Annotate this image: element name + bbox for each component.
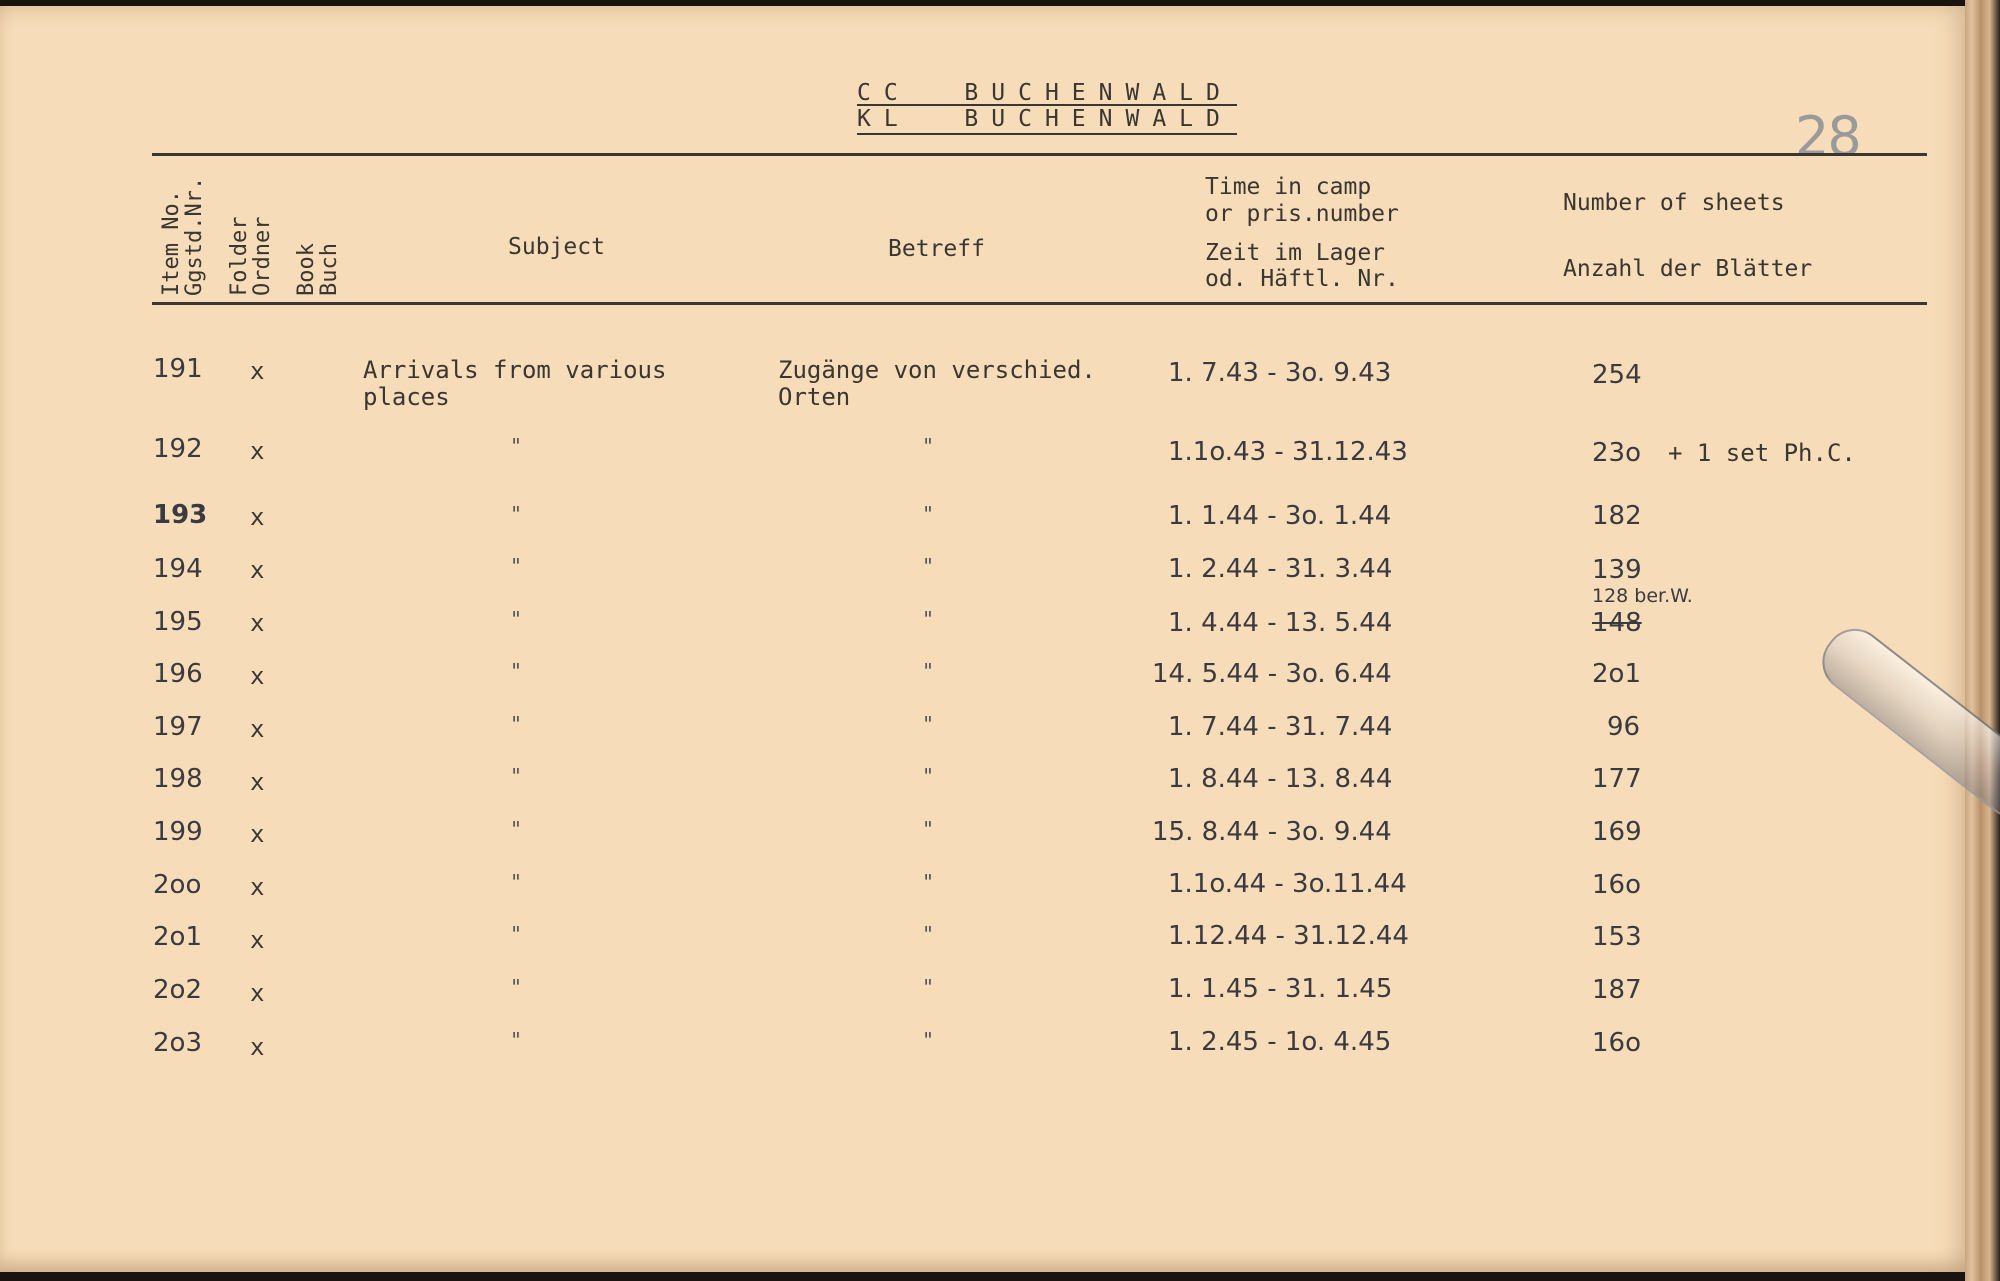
sheet-count: 254 xyxy=(1592,360,1642,390)
folder-mark: x xyxy=(250,979,265,1007)
item-number: 196 xyxy=(153,659,203,689)
betreff-ditto: " xyxy=(922,712,935,736)
subject-ditto: " xyxy=(510,1028,523,1052)
header-top-rule xyxy=(152,153,1927,156)
folder-mark: x xyxy=(250,556,265,584)
header-item-no xyxy=(160,177,206,296)
sheet-count: 139 xyxy=(1592,555,1642,585)
sheet-count: 96 xyxy=(1607,712,1641,742)
betreff-ditto: " xyxy=(922,502,935,526)
page-number: 28 xyxy=(1795,105,1860,168)
header-bottom-rule xyxy=(152,302,1927,305)
time-in-camp: 1. 7.44 - 31. 7.44 xyxy=(1168,712,1393,742)
betreff-ditto: " xyxy=(922,607,935,631)
betreff-ditto: " xyxy=(922,434,935,458)
header-book xyxy=(295,243,341,296)
betreff-ditto: " xyxy=(922,764,935,788)
sheet-count-correction: 128 ber.W. xyxy=(1592,585,1693,607)
subject-ditto: " xyxy=(510,870,523,894)
sheet-note: + 1 set Ph.C. xyxy=(1668,439,1856,467)
title-name-2: BUCHENWALD xyxy=(964,106,1233,132)
subject-ditto: " xyxy=(510,554,523,578)
subject-text-cont: places xyxy=(363,383,450,411)
header-sheets-de: Anzahl der Blätter xyxy=(1563,256,1813,282)
header-time-en-1: Time in camp xyxy=(1205,174,1372,200)
header-betreff: Betreff xyxy=(888,236,985,262)
sheet-count-struck: 148 xyxy=(1592,608,1642,638)
page-edge xyxy=(1965,0,2000,1281)
header-folder-en: Folder xyxy=(227,216,252,296)
betreff-text: Zugänge von verschied. xyxy=(778,356,1096,384)
header-folder xyxy=(228,217,274,296)
subject-ditto: " xyxy=(510,922,523,946)
header-book-de: Buch xyxy=(317,243,342,296)
title-prefix-kl: KL xyxy=(857,106,911,132)
header-item-no-en: Item No. xyxy=(159,190,184,296)
sheet-count: 187 xyxy=(1592,975,1642,1005)
subject-text: Arrivals from various xyxy=(363,356,667,384)
folder-mark: x xyxy=(250,609,265,637)
item-number: 192 xyxy=(153,434,203,464)
folder-mark: x xyxy=(250,715,265,743)
item-number: 194 xyxy=(153,554,203,584)
betreff-text-cont: Orten xyxy=(778,383,851,411)
subject-ditto: " xyxy=(510,502,523,526)
folder-mark: x xyxy=(250,820,265,848)
time-in-camp: 1. 7.43 - 3o. 9.43 xyxy=(1168,358,1392,388)
subject-ditto: " xyxy=(510,817,523,841)
time-in-camp: 1.1o.44 - 3o.11.44 xyxy=(1168,869,1407,899)
betreff-ditto: " xyxy=(922,817,935,841)
sheet-count: 23o xyxy=(1592,438,1641,468)
betreff-ditto: " xyxy=(922,870,935,894)
sheet-count: 2o1 xyxy=(1592,659,1641,689)
folder-mark: x xyxy=(250,926,265,954)
title-line-1 xyxy=(857,80,1233,106)
sheet-count: 169 xyxy=(1592,817,1642,847)
title-name-1: BUCHENWALD xyxy=(964,80,1233,106)
header-item-no-de: Ggstd.Nr. xyxy=(182,176,207,296)
folder-mark: x xyxy=(250,503,265,531)
time-in-camp: 1. 2.44 - 31. 3.44 xyxy=(1168,554,1393,584)
header-subject: Subject xyxy=(508,234,605,260)
time-in-camp: 1. 4.44 - 13. 5.44 xyxy=(1168,608,1393,638)
subject-ditto: " xyxy=(510,975,523,999)
item-number: 2o1 xyxy=(153,922,202,952)
folder-mark: x xyxy=(250,1033,265,1061)
header-time-de-1: Zeit im Lager xyxy=(1205,240,1386,266)
item-number: 195 xyxy=(153,607,203,637)
header-time-de-2: od. Häftl. Nr. xyxy=(1205,266,1399,292)
item-number: 2o2 xyxy=(153,975,202,1005)
folder-mark: x xyxy=(250,873,265,901)
title-line-2 xyxy=(857,106,1233,132)
header-time-en-2: or pris.number xyxy=(1205,201,1399,227)
header-folder-de: Ordner xyxy=(250,216,275,296)
time-in-camp: 1. 8.44 - 13. 8.44 xyxy=(1168,764,1393,794)
betreff-ditto: " xyxy=(922,1028,935,1052)
header-sheets-en: Number of sheets xyxy=(1563,190,1785,216)
item-number: 199 xyxy=(153,817,203,847)
item-number: 198 xyxy=(153,764,203,794)
subject-ditto: " xyxy=(510,607,523,631)
folder-mark: x xyxy=(250,437,265,465)
header-book-en: Book xyxy=(294,243,319,296)
item-number: 197 xyxy=(153,712,203,742)
title-underline-2 xyxy=(857,133,1237,135)
time-in-camp: 1.12.44 - 31.12.44 xyxy=(1168,921,1409,951)
sheet-count: 182 xyxy=(1592,501,1642,531)
sheet-count: 153 xyxy=(1592,922,1642,952)
item-number: 2o3 xyxy=(153,1028,202,1058)
betreff-ditto: " xyxy=(922,554,935,578)
time-in-camp: 1.1o.43 - 31.12.43 xyxy=(1168,437,1408,467)
sheet-count: 177 xyxy=(1592,764,1642,794)
betreff-ditto: " xyxy=(922,975,935,999)
sheet-count: 16o xyxy=(1592,1028,1641,1058)
sheet-count: 16o xyxy=(1592,870,1641,900)
item-number: 191 xyxy=(153,354,203,384)
time-in-camp: 14. 5.44 - 3o. 6.44 xyxy=(1152,659,1392,689)
subject-ditto: " xyxy=(510,659,523,683)
subject-ditto: " xyxy=(510,712,523,736)
time-in-camp: 1. 1.44 - 3o. 1.44 xyxy=(1168,501,1392,531)
folder-mark: x xyxy=(250,662,265,690)
time-in-camp: 1. 2.45 - 1o. 4.45 xyxy=(1168,1027,1392,1057)
subject-ditto: " xyxy=(510,764,523,788)
subject-ditto: " xyxy=(510,434,523,458)
betreff-ditto: " xyxy=(922,922,935,946)
time-in-camp: 1. 1.45 - 31. 1.45 xyxy=(1168,974,1393,1004)
time-in-camp: 15. 8.44 - 3o. 9.44 xyxy=(1152,817,1392,847)
folder-mark: x xyxy=(250,768,265,796)
item-number: 2oo xyxy=(153,870,202,900)
betreff-ditto: " xyxy=(922,659,935,683)
title-prefix-cc: CC xyxy=(857,80,911,106)
item-number: 193 xyxy=(153,500,208,530)
folder-mark: x xyxy=(250,357,265,385)
